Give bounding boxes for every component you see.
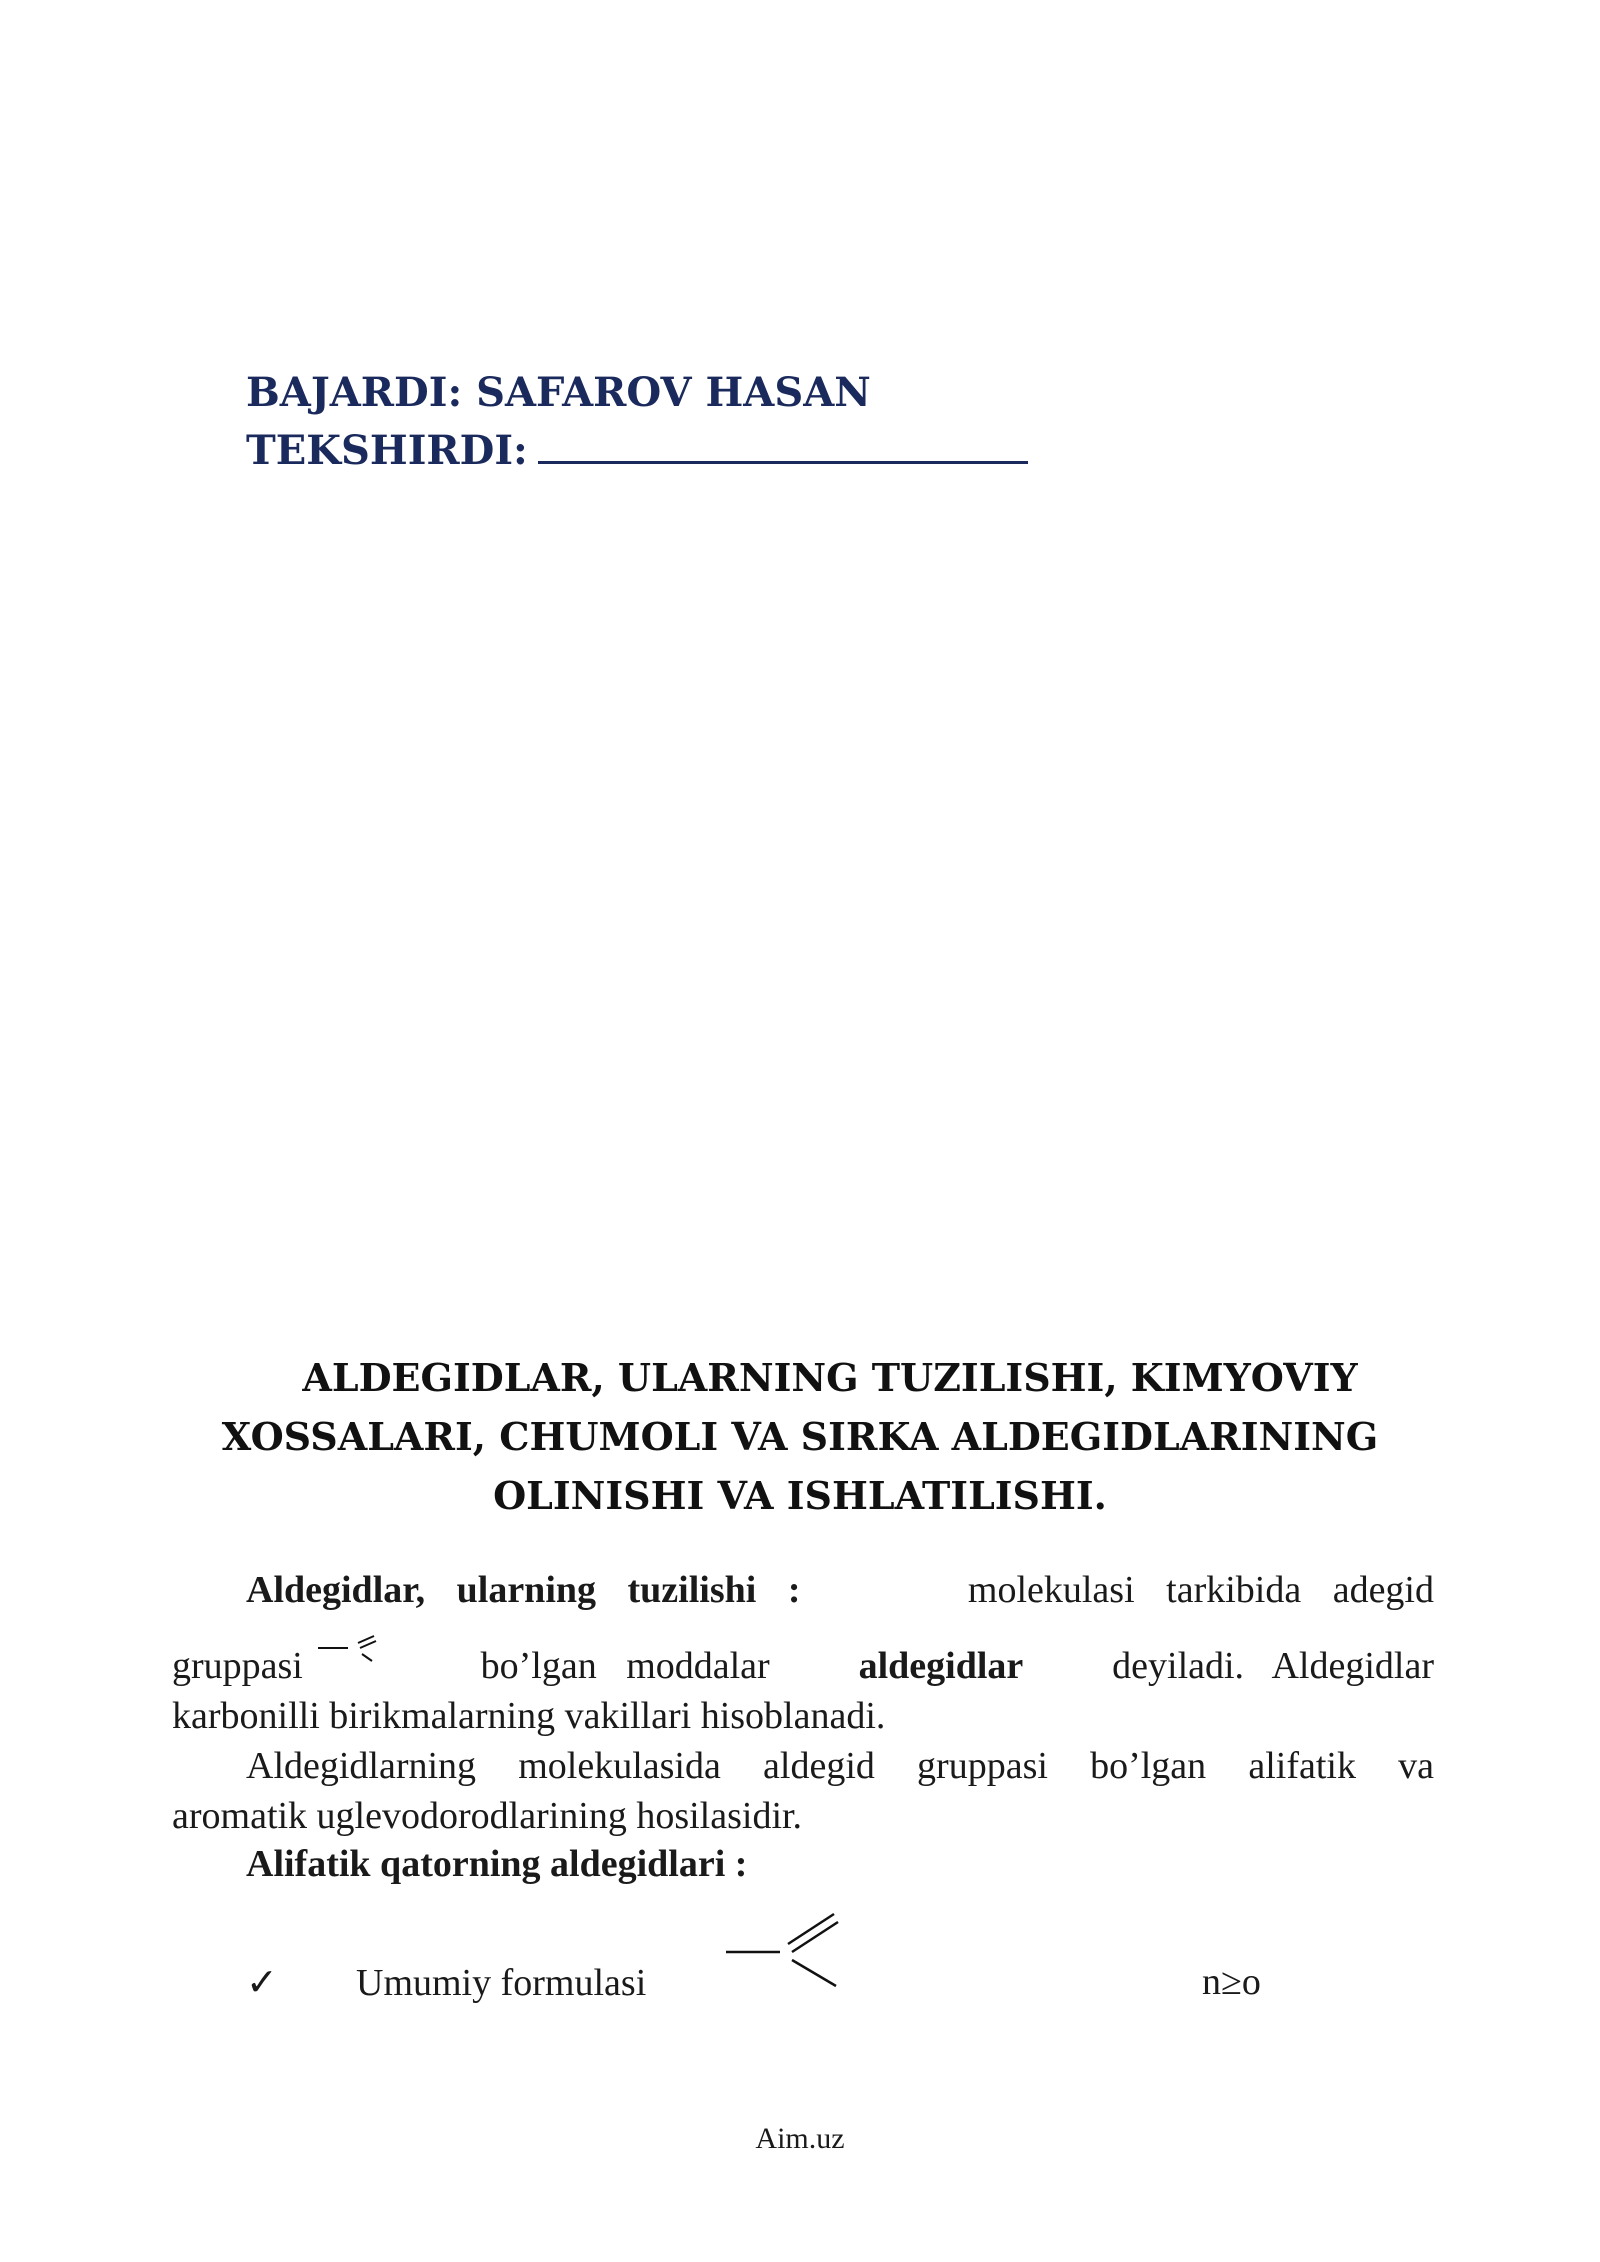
checkmark-icon: ✓: [246, 1962, 278, 2004]
title-line-3: OLINISHI VA ISHLATILISHI.: [493, 1473, 1107, 1518]
paragraph-1-line-2: [172, 1644, 1434, 1688]
signature-line: [538, 425, 1028, 464]
paragraph-1-line-1: [246, 1568, 1434, 1612]
subheading: Alifatik qatorning aldegidlari :: [246, 1843, 748, 1885]
document-title: [170, 1348, 1430, 1525]
list-item: [246, 1960, 1446, 2005]
paragraph-1-aldegidlar-bold: aldegidlar: [858, 1645, 1024, 1687]
paragraph-1-deyiladi: deyiladi. Aldegidlar: [1112, 1645, 1434, 1687]
paragraph-1-gruppasi: gruppasi: [172, 1645, 303, 1687]
paragraph-1-boglgan: bo’lgan moddalar: [480, 1645, 770, 1687]
checked-by: [246, 422, 1028, 480]
performed-by: BAJARDI: SAFAROV HASAN: [246, 369, 871, 416]
formula-condition: n≥o: [1202, 1961, 1261, 2003]
paragraph-1-rest: molekulasi tarkibida adegid: [967, 1569, 1434, 1611]
footer-source: Aim.uz: [755, 2122, 845, 2155]
paragraph-2-line-1: Aldegidlarning molekulasida aldegid gruppasi bo’lgan alifatik va: [246, 1745, 1434, 1787]
paragraph-1-line-3: karbonilli birikmalarning vakillari hisoblanadi.: [172, 1695, 886, 1737]
paragraph-2-line-2: aromatik uglevodorodlarining hosilasidir.: [172, 1795, 803, 1837]
cover-block: [246, 364, 1028, 480]
general-formula-icon: [722, 1908, 862, 1998]
list-item-label: Umumiy formulasi: [356, 1962, 647, 2004]
title-line-2: XOSSALARI, CHUMOLI VA SIRKA ALDEGIDLARINING: [221, 1414, 1379, 1459]
checked-by-label: TEKSHIRDI:: [246, 427, 528, 474]
title-line-1: ALDEGIDLAR, ULARNING TUZILISHI, KIMYOVIY: [302, 1355, 1358, 1400]
aldehyde-group-icon: [312, 1628, 392, 1678]
paragraph-1-bold-lead: Aldegidlar, ularning tuzilishi :: [246, 1569, 801, 1611]
